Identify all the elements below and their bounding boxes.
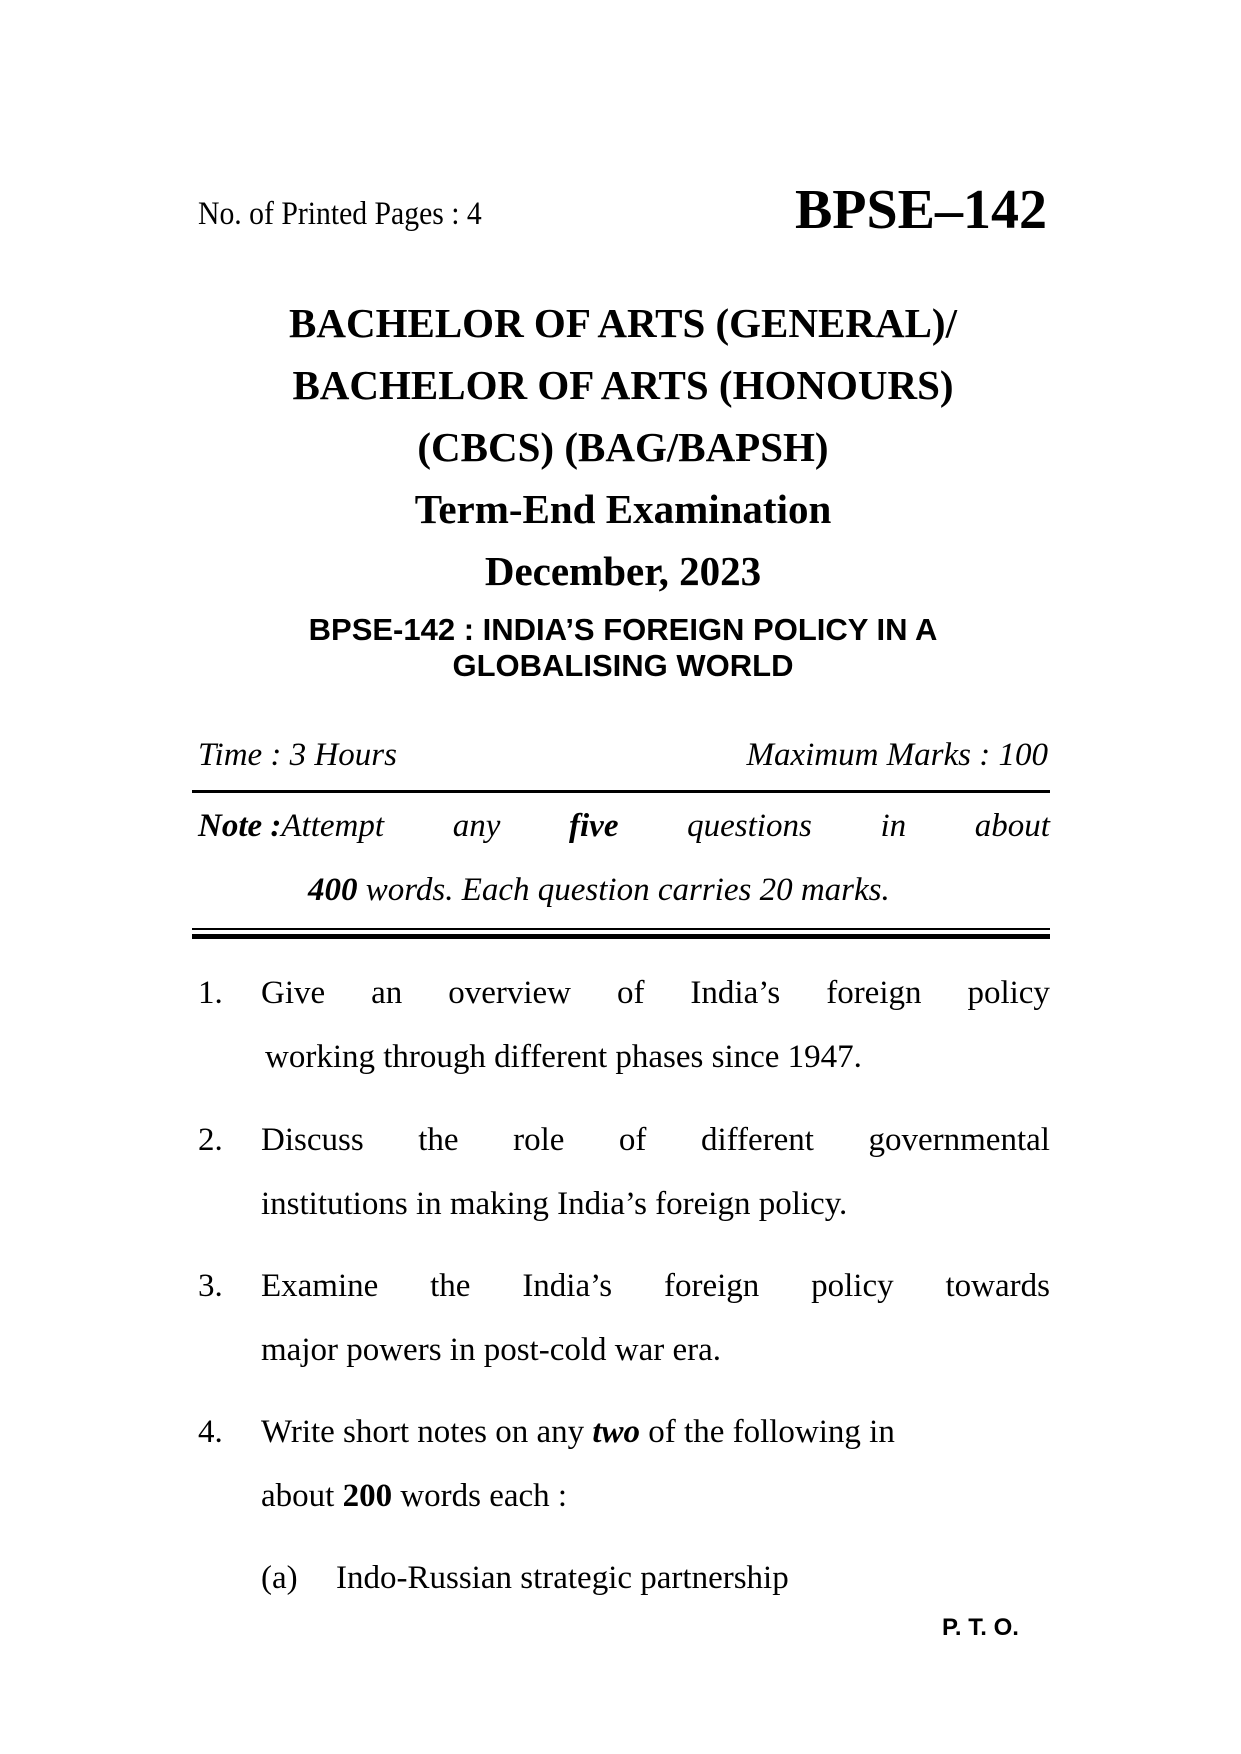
programme-title-line-1: BACHELOR OF ARTS (GENERAL)/ <box>289 300 957 346</box>
sub-item-label: (a) <box>261 1560 298 1596</box>
emphasis: two <box>592 1414 641 1450</box>
text: words each : <box>392 1478 568 1514</box>
question-line-2: major powers in post-cold war era. <box>261 1332 722 1368</box>
question-4-sub-item-a <box>261 1560 789 1597</box>
word: of <box>618 1122 647 1158</box>
note-word: about <box>974 808 1050 844</box>
word: Examine <box>261 1268 379 1304</box>
note-line-2 <box>308 872 890 909</box>
note-line-2-text: words. Each question carries 20 marks. <box>357 872 890 908</box>
question-number: 3. <box>198 1268 223 1304</box>
note-word-count: 400 <box>308 872 358 908</box>
time-allowed: Time : 3 Hours <box>198 737 397 773</box>
question-number: 2. <box>198 1122 223 1158</box>
double-rule-thin <box>192 928 1050 930</box>
question-number: 1. <box>198 975 223 1011</box>
note-first <box>198 808 384 845</box>
question-1 <box>198 975 1050 1105</box>
note-word: in <box>880 808 907 844</box>
text: about <box>261 1478 343 1514</box>
exam-type: Term-End Examination <box>414 486 832 532</box>
question-number: 4. <box>198 1414 223 1450</box>
course-title-line-2: GLOBALISING WORLD <box>452 648 794 683</box>
word: overview <box>448 975 572 1011</box>
programme-title-line-2: BACHELOR OF ARTS (HONOURS) <box>292 362 954 408</box>
course-title <box>198 612 1048 684</box>
sub-item-text: Indo-Russian strategic partnership <box>336 1560 789 1596</box>
word: India’s <box>690 975 781 1011</box>
word: role <box>513 1122 565 1158</box>
question-line-1 <box>261 1268 1050 1305</box>
note-label: Note : <box>198 808 282 844</box>
note-word: Attempt <box>281 808 385 844</box>
please-turn-over: P. T. O. <box>942 1614 1019 1641</box>
word: policy <box>811 1268 894 1304</box>
text: Write short notes on any <box>261 1414 593 1450</box>
question-line-1 <box>261 1122 1050 1159</box>
word: towards <box>945 1268 1050 1304</box>
word: governmental <box>868 1122 1050 1158</box>
question-line-1 <box>261 1414 1050 1451</box>
printed-pages-count: No. of Printed Pages : 4 <box>198 196 482 232</box>
exam-date: December, 2023 <box>484 548 762 594</box>
word: Discuss <box>261 1122 364 1158</box>
question-4 <box>198 1414 1050 1544</box>
maximum-marks: Maximum Marks : 100 <box>746 737 1048 773</box>
question-line-1 <box>261 975 1050 1012</box>
word: different <box>700 1122 814 1158</box>
question-line-2: working through different phases since 1947. <box>265 1039 862 1075</box>
question-line-2 <box>261 1478 1050 1515</box>
note-line-1 <box>198 808 1050 845</box>
question-3 <box>198 1268 1050 1398</box>
question-line-2: institutions in making India’s foreign policy. <box>261 1186 848 1222</box>
word: an <box>371 975 403 1011</box>
word: Give <box>261 975 326 1011</box>
word: foreign <box>663 1268 760 1304</box>
paper-code: BPSE–142 <box>794 179 1047 241</box>
note-word: questions <box>687 808 812 844</box>
word-count: 200 <box>342 1478 393 1514</box>
word: India’s <box>522 1268 613 1304</box>
divider-rule <box>192 790 1050 793</box>
word: the <box>430 1268 471 1304</box>
text: of the following in <box>640 1414 895 1450</box>
question-2 <box>198 1122 1050 1252</box>
note-word: any <box>452 808 501 844</box>
title-block <box>198 292 1048 602</box>
note-word-emphasis: five <box>569 808 619 844</box>
word: foreign <box>826 975 922 1011</box>
course-title-line-1: BPSE-142 : INDIA’S FOREIGN POLICY IN A <box>308 612 938 647</box>
double-rule-thick <box>192 934 1050 939</box>
word: the <box>418 1122 459 1158</box>
programme-code-line: (CBCS) (BAG/BAPSH) <box>417 424 829 470</box>
word: policy <box>967 975 1050 1011</box>
word: of <box>616 975 645 1011</box>
